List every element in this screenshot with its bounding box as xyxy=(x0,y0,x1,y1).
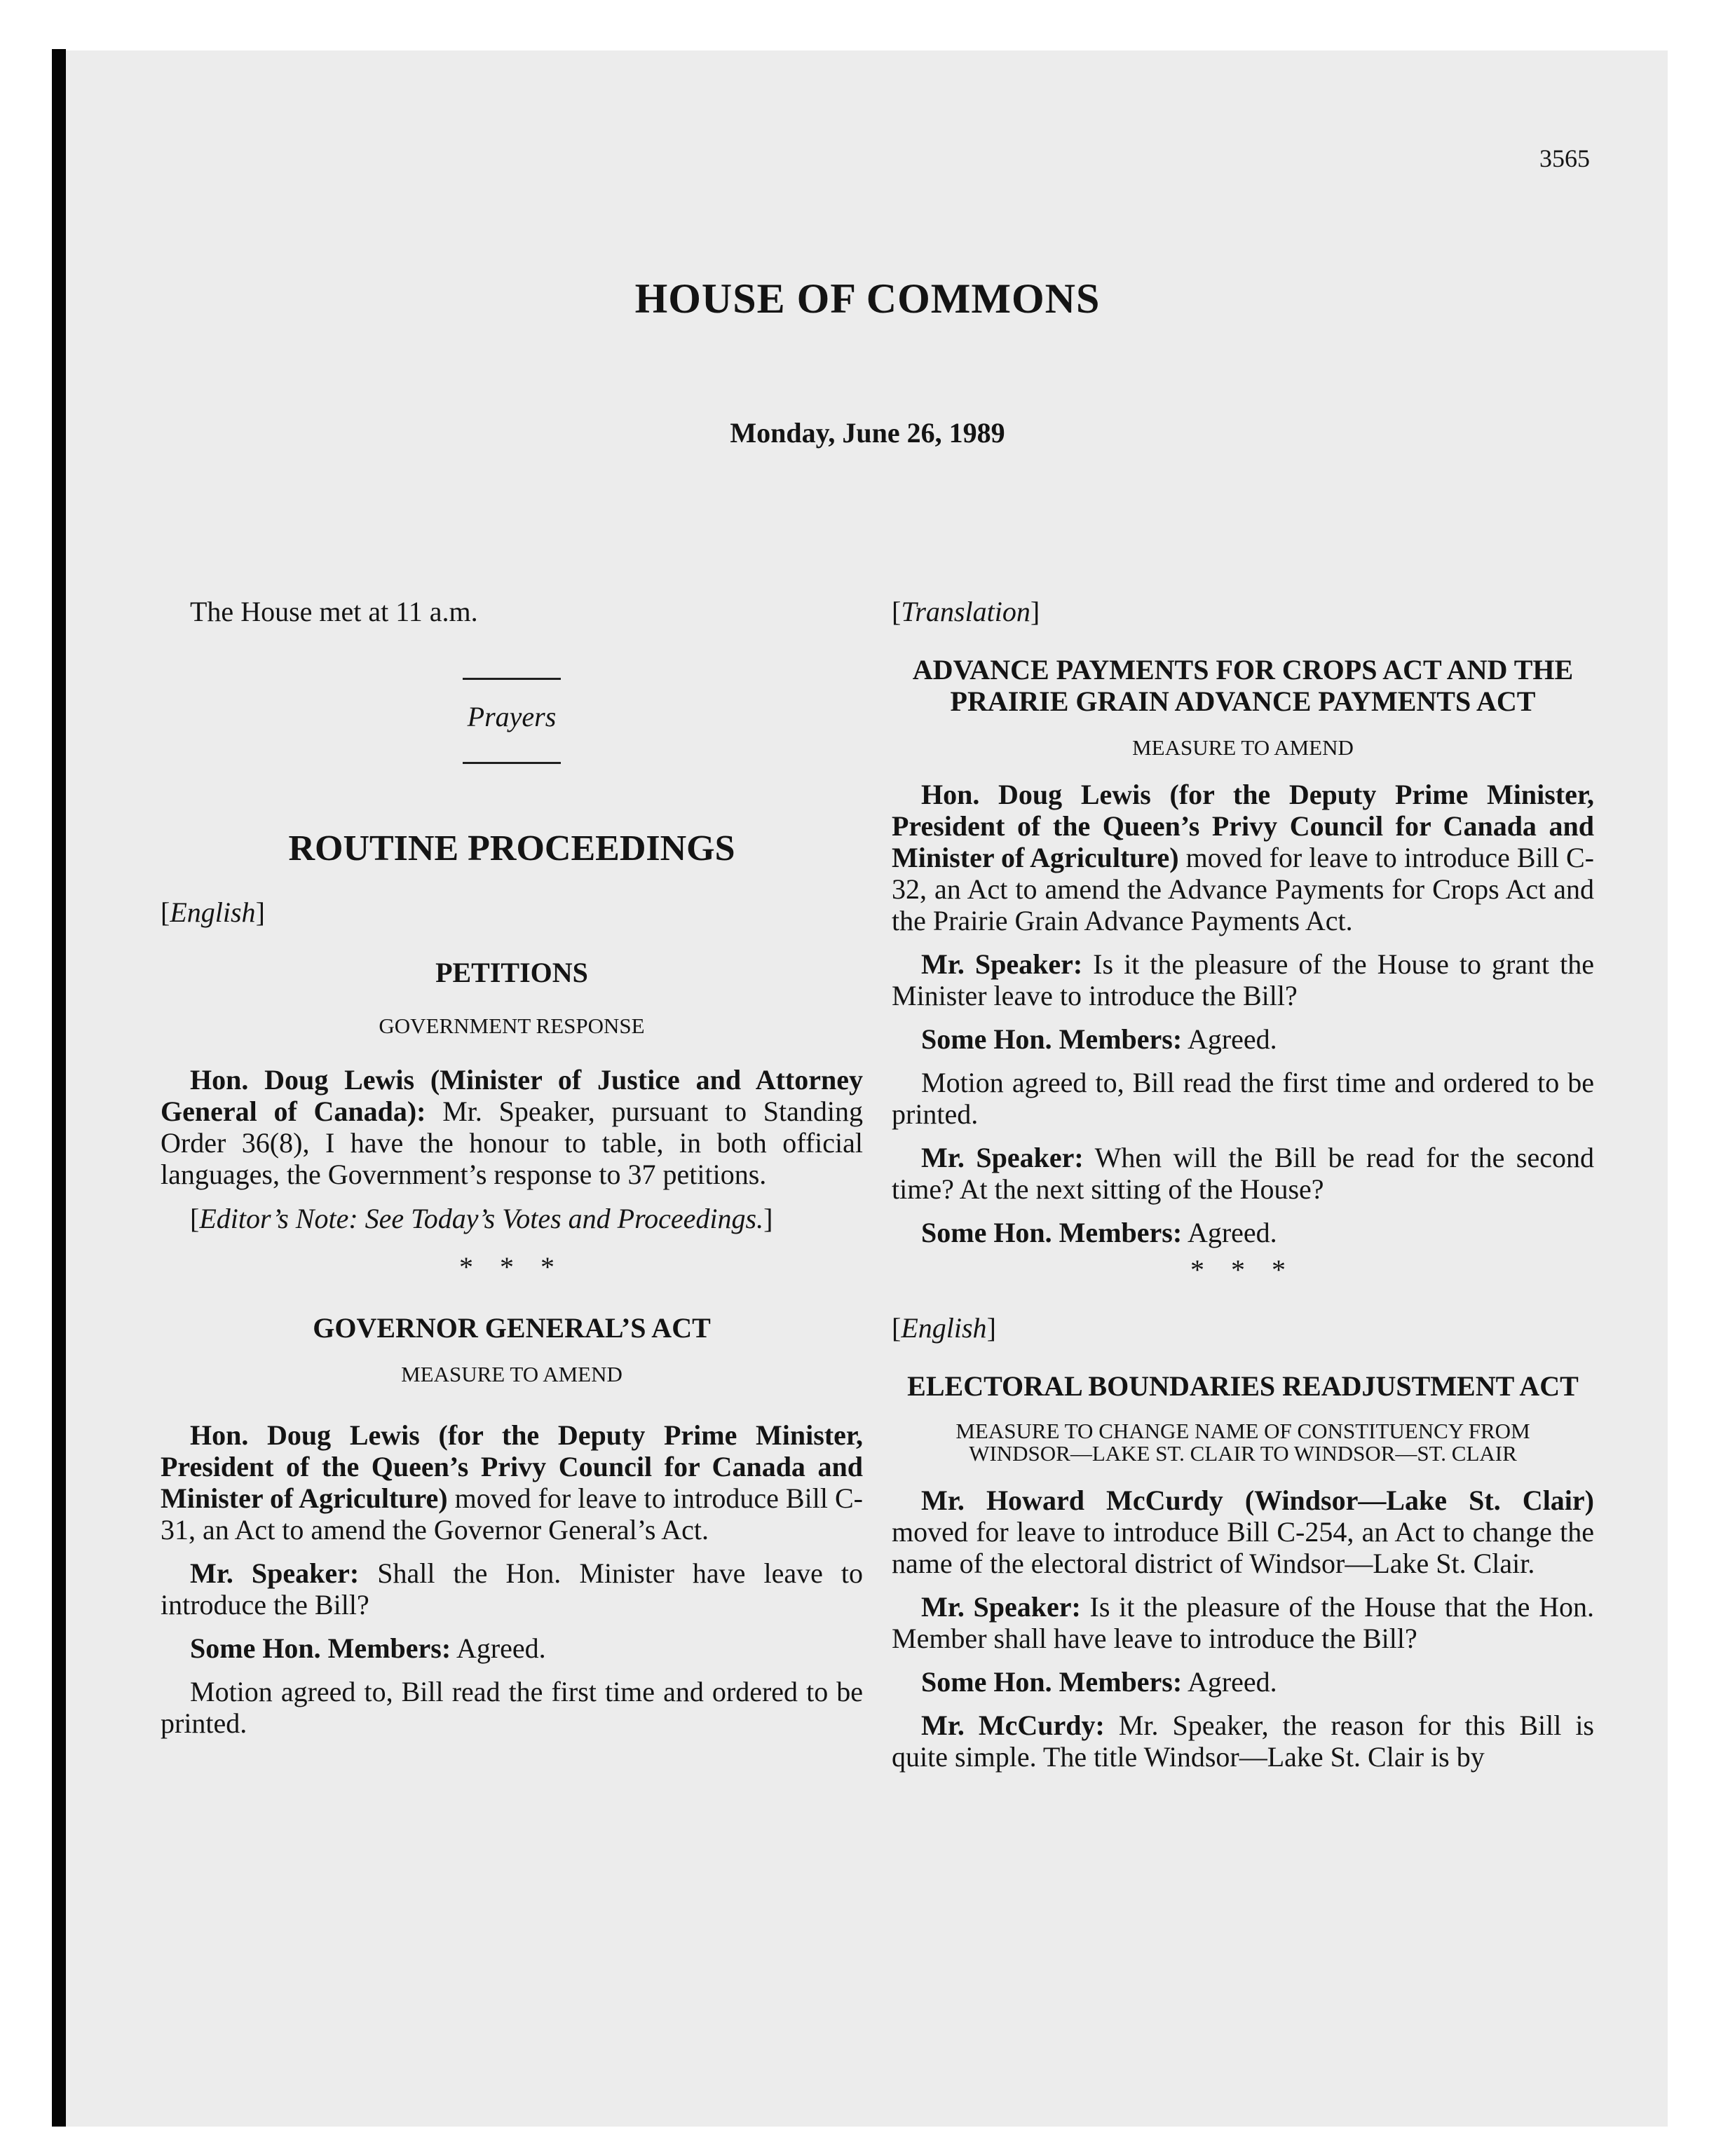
routine-proceedings-heading: ROUTINE PROCEEDINGS xyxy=(288,828,735,868)
speaker-name: Some Hon. Members: xyxy=(921,1217,1183,1248)
speaker-name: Mr. McCurdy: xyxy=(921,1710,1105,1741)
right-column xyxy=(892,596,1594,1773)
mccurdy-paragraph xyxy=(892,1710,1594,1773)
section-rule xyxy=(463,762,561,764)
section-rule xyxy=(463,678,561,680)
left-column xyxy=(161,596,863,1739)
paragraph-text: Agreed. xyxy=(451,1632,546,1664)
language-note-text: English xyxy=(901,1312,987,1344)
mr-speaker-paragraph xyxy=(892,948,1594,1011)
petitions-heading: PETITIONS xyxy=(435,957,588,988)
paragraph-text: Is it the pleasure of the House to grant the Minister leave to introduce the Bill? xyxy=(892,948,1595,1011)
paragraph-text: moved for leave to introduce Bill C-31, an Act to amend the Governor General’s Act. xyxy=(161,1482,863,1546)
motion-paragraph: Motion agreed to, Bill read the first time and ordered to be printed. xyxy=(161,1676,863,1739)
language-note-english: [English] xyxy=(161,896,265,928)
language-note-text: English xyxy=(170,896,256,928)
change-name-subheading: MEASURE TO CHANGE NAME OF CONSTITUENCY FROM WINDSOR—LAKE ST. CLAIR TO WINDSOR—ST. CLAIR xyxy=(955,1419,1530,1466)
paragraph-text: Agreed. xyxy=(1182,1023,1277,1055)
speaker-name: Some Hon. Members: xyxy=(190,1632,451,1664)
speaker-name: Hon. Doug Lewis (Minister of Justice and Attorney General of Canada): xyxy=(161,1064,863,1127)
paragraph-text: Mr. Speaker, pursuant to Standing Order 36(8), I have the honour to table, in both official languages, the Government’s response to 37 petitions. xyxy=(161,1096,863,1190)
paragraph-text: moved for leave to introduce Bill C-32, an Act to amend the Advance Payments for Crops Act and the Prairie Grain Advance Payments Act. xyxy=(892,842,1594,936)
mr-speaker-paragraph xyxy=(892,1591,1594,1654)
prayers-heading: Prayers xyxy=(467,701,557,732)
language-note-translation: [Translation] xyxy=(892,596,1040,627)
paragraph-text: moved for leave to introduce Bill C-254, an Act to change the name of the electoral district of Windsor—Lake St. Clair. xyxy=(892,1516,1594,1579)
page-number: 3565 xyxy=(1539,144,1590,172)
members-paragraph xyxy=(161,1632,863,1664)
editor-note: [Editor’s Note: See Today’s Votes and Proceedings.] xyxy=(190,1203,773,1234)
speaker-name: Hon. Doug Lewis (for the Deputy Prime Minister, President of the Queen’s Privy Council for Canada and Minister of Agriculture) xyxy=(161,1419,863,1514)
members-paragraph xyxy=(892,1666,1594,1698)
measure-to-amend-subheading: MEASURE TO AMEND xyxy=(401,1362,622,1386)
members-paragraph xyxy=(892,1217,1594,1248)
speaker-name: Mr. Howard McCurdy (Windsor—Lake St. Clair) xyxy=(921,1485,1594,1516)
paragraph-text: Mr. Speaker, the reason for this Bill is quite simple. The title Windsor—Lake St. Clair is by xyxy=(892,1710,1595,1773)
speaker-name: Some Hon. Members: xyxy=(921,1666,1183,1698)
crops-act-heading: ADVANCE PAYMENTS FOR CROPS ACT AND THE PRAIRIE GRAIN ADVANCE PAYMENTS ACT xyxy=(912,654,1574,717)
speaker-name: Some Hon. Members: xyxy=(921,1023,1183,1055)
scan-edge-shadow xyxy=(52,49,66,2127)
sitting-date: Monday, June 26, 1989 xyxy=(730,417,1005,449)
mr-speaker-paragraph xyxy=(892,1142,1594,1205)
measure-to-amend-subheading: MEASURE TO AMEND xyxy=(1132,735,1354,760)
speaker-name: Mr. Speaker: xyxy=(921,948,1083,980)
petitions-paragraph xyxy=(161,1064,863,1190)
speaker-name: Mr. Speaker: xyxy=(190,1557,360,1589)
members-paragraph xyxy=(892,1023,1594,1055)
bill-c254-paragraph xyxy=(892,1485,1594,1579)
language-note-english: [English] xyxy=(892,1312,996,1344)
speaker-name: Mr. Speaker: xyxy=(921,1142,1084,1173)
speaker-name: Hon. Doug Lewis (for the Deputy Prime Minister, President of the Queen’s Privy Council for Canada and Minister of Agriculture) xyxy=(892,779,1594,873)
governor-general-act-heading: GOVERNOR GENERAL’S ACT xyxy=(313,1312,711,1344)
page-title: HOUSE OF COMMONS xyxy=(634,275,1101,322)
paragraph-text: When will the Bill be read for the second time? At the next sitting of the House? xyxy=(892,1142,1594,1205)
speaker-name: Mr. Speaker: xyxy=(921,1591,1081,1623)
paragraph-text: Agreed. xyxy=(1182,1217,1277,1248)
language-note-text: Translation xyxy=(901,596,1030,627)
mr-speaker-paragraph xyxy=(161,1557,863,1621)
paragraph-text: Agreed. xyxy=(1182,1666,1277,1698)
electoral-act-heading: ELECTORAL BOUNDARIES READJUSTMENT ACT xyxy=(907,1370,1579,1402)
paragraph-text: Shall the Hon. Minister have leave to introduce the Bill? xyxy=(161,1557,863,1621)
paragraph-text: Is it the pleasure of the House that the Hon. Member shall have leave to introduce the Bill? xyxy=(892,1591,1595,1654)
government-response-subheading: GOVERNMENT RESPONSE xyxy=(379,1014,645,1038)
section-separator: * * * xyxy=(1190,1254,1295,1285)
section-separator: * * * xyxy=(459,1251,564,1283)
editor-note-text: Editor’s Note: See Today’s Votes and Proceedings. xyxy=(199,1203,764,1234)
motion-paragraph: Motion agreed to, Bill read the first time and ordered to be printed. xyxy=(892,1067,1594,1130)
bill-c31-paragraph xyxy=(161,1419,863,1546)
bill-c32-paragraph xyxy=(892,779,1594,936)
sitting-opening: The House met at 11 a.m. xyxy=(190,596,478,627)
